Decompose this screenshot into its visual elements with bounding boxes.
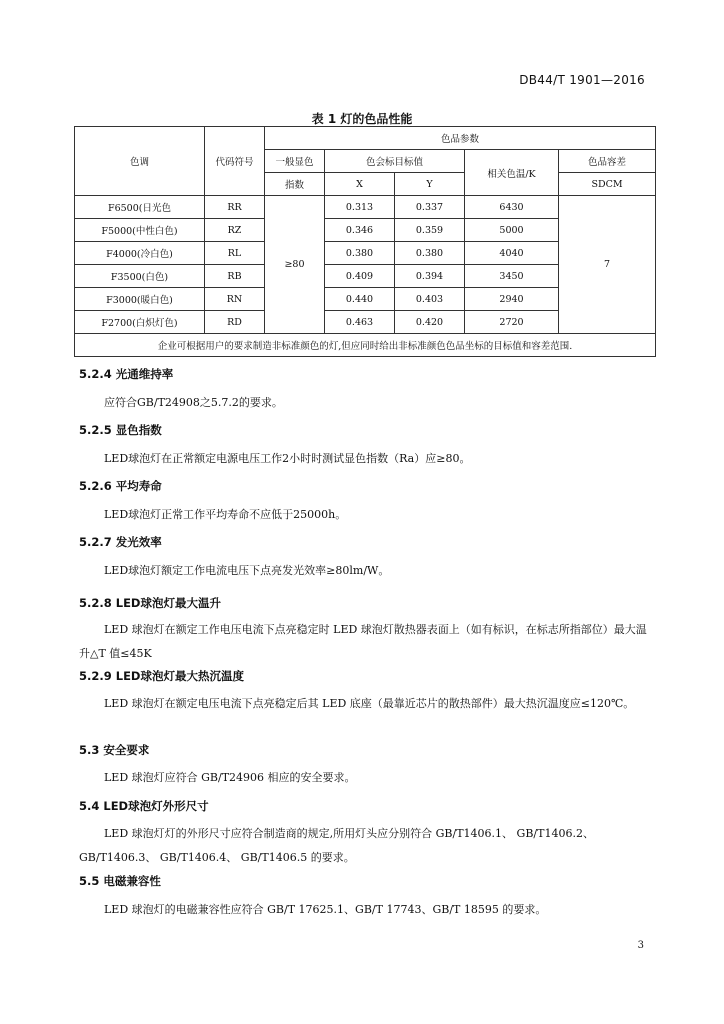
section-body: LED 球泡灯的电磁兼容性应符合 GB/T 17625.1、GB/T 17743、GB/T 18595 的要求。: [104, 903, 547, 916]
cell-x: 0.440: [325, 288, 395, 311]
cell-tone: F4000(冷白色): [75, 242, 205, 265]
section-title: 5.2.9 LED球泡灯最大热沉温度: [79, 669, 244, 683]
header-x: X: [325, 173, 395, 196]
section-title: 5.2.7 发光效率: [79, 535, 162, 549]
cell-code: RR: [205, 196, 265, 219]
cell-cri: ≥80: [265, 196, 325, 334]
cell-x: 0.313: [325, 196, 395, 219]
document-code: DB44/T 1901—2016: [519, 73, 645, 87]
page-number: 3: [637, 940, 644, 951]
cell-x: 0.346: [325, 219, 395, 242]
header-code: 代码符号: [205, 127, 265, 196]
cell-y: 0.420: [395, 311, 465, 334]
cell-cct: 6430: [465, 196, 559, 219]
cell-cct: 2940: [465, 288, 559, 311]
header-cri-line2: 指数: [265, 173, 325, 196]
section-body: LED球泡灯额定工作电流电压下点亮发光效率≥80lm/W。: [104, 564, 390, 577]
cell-y: 0.403: [395, 288, 465, 311]
header-sdcm-line2: SDCM: [559, 173, 656, 196]
cell-cct: 3450: [465, 265, 559, 288]
cell-code: RZ: [205, 219, 265, 242]
cell-cct: 4040: [465, 242, 559, 265]
section-body: LED 球泡灯应符合 GB/T24906 相应的安全要求。: [104, 771, 356, 784]
table-row: [75, 196, 656, 219]
header-sdcm-line1: 色品容差: [559, 150, 656, 173]
table-note: 企业可根据用户的要求制造非标准颜色的灯,但应同时给出非标准颜色色品坐标的目标值和容差范围.: [75, 334, 656, 357]
cell-tone: F3500(白色): [75, 265, 205, 288]
section-title: 5.2.6 平均寿命: [79, 479, 162, 493]
section-body: 应符合GB/T24908之5.7.2的要求。: [104, 396, 283, 409]
section-title: 5.2.8 LED球泡灯最大温升: [79, 596, 221, 610]
cell-y: 0.337: [395, 196, 465, 219]
cell-code: RL: [205, 242, 265, 265]
header-cct: 相关色温/K: [465, 150, 559, 196]
cell-y: 0.394: [395, 265, 465, 288]
cell-y: 0.380: [395, 242, 465, 265]
section-body: LED球泡灯在正常额定电源电压工作2小时时测试显色指数（Ra）应≥80。: [104, 452, 471, 465]
table-caption: 表 1 灯的色品性能: [311, 112, 413, 126]
cell-x: 0.380: [325, 242, 395, 265]
header-color-params: 色品参数: [265, 127, 656, 150]
header-target: 色会标目标值: [325, 150, 465, 173]
cell-tone: F3000(暖白色): [75, 288, 205, 311]
cell-code: RB: [205, 265, 265, 288]
header-cri-line1: 一般显色: [265, 150, 325, 173]
cell-code: RD: [205, 311, 265, 334]
color-performance-table: [74, 126, 656, 357]
cell-y: 0.359: [395, 219, 465, 242]
cell-code: RN: [205, 288, 265, 311]
header-y: Y: [395, 173, 465, 196]
cell-tone: F5000(中性白色): [75, 219, 205, 242]
cell-x: 0.463: [325, 311, 395, 334]
header-tone: 色调: [75, 127, 205, 196]
cell-cct: 5000: [465, 219, 559, 242]
section-title: 5.4 LED球泡灯外形尺寸: [79, 799, 209, 813]
cell-x: 0.409: [325, 265, 395, 288]
section-body: LED 球泡灯在额定电压电流下点亮稳定后其 LED 底座（最靠近芯片的散热部件）最大热沉温度应≤120℃。: [104, 697, 635, 710]
section-title: 5.2.5 显色指数: [79, 423, 162, 437]
cell-tone: F2700(白炽灯色): [75, 311, 205, 334]
section-body: LED 球泡灯在额定工作电压电流下点亮稳定时 LED 球泡灯散热器表面上（如有标识，在标志所指部位）最大温升△T 值≤45K: [79, 623, 647, 660]
section-body: LED 球泡灯灯的外形尺寸应符合制造商的规定,所用灯头应分别符合 GB/T1406.1、 GB/T1406.2、GB/T1406.3、 GB/T1406.4、 GB/T1406.5 的要求。: [79, 827, 594, 864]
cell-cct: 2720: [465, 311, 559, 334]
section-title: 5.3 安全要求: [79, 743, 150, 757]
section-title: 5.2.4 光通维持率: [79, 367, 174, 381]
section-body: LED球泡灯正常工作平均寿命不应低于25000h。: [104, 508, 347, 521]
section-title: 5.5 电磁兼容性: [79, 874, 161, 888]
cell-sdcm: 7: [559, 196, 656, 334]
cell-tone: F6500(日光色: [75, 196, 205, 219]
